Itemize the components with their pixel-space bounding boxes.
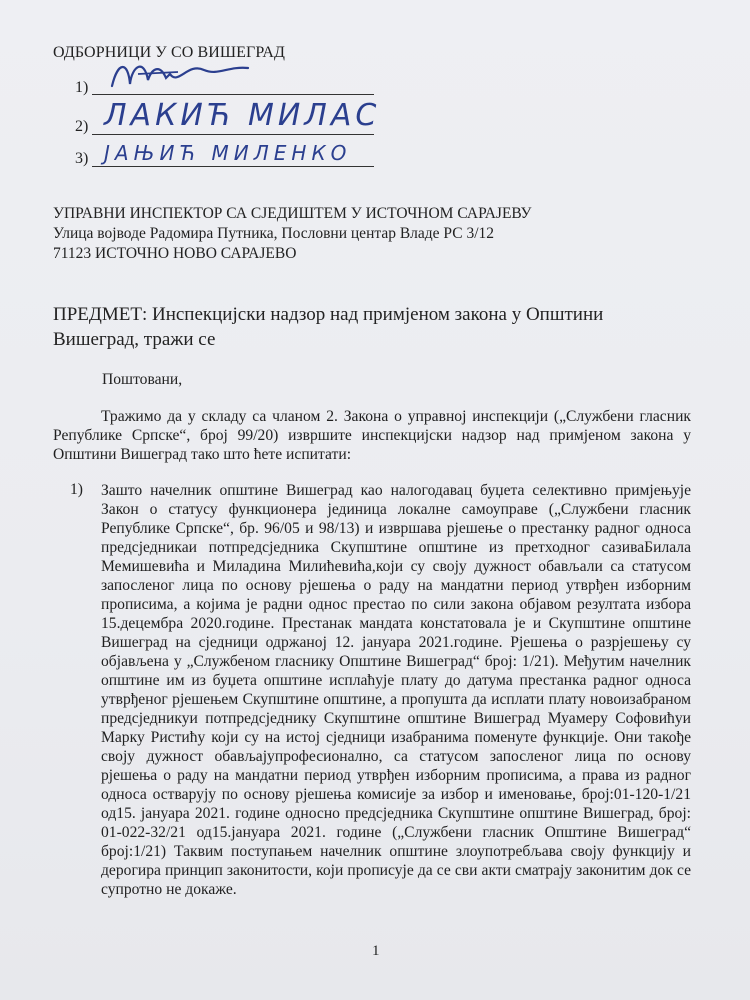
signature-number-3: 3) [75,150,89,167]
intro-paragraph [53,407,691,464]
signature-number-1: 1) [75,79,89,96]
recipient-line-2: Улица војводе Радомира Путника, Пословни центар Владе РС 3/12 [53,225,495,242]
signature-number-2: 2) [75,118,89,135]
greeting: Поштовани, [102,371,183,388]
page-number: 1 [372,943,380,959]
list-item-1 [101,481,691,899]
signature-scribble-1 [108,56,258,101]
list-item-text: Зашто начелник општине Вишеград као налогодавац буџета селективно примјењује Закон о статусу функционера јединица локалне самоуправе („Службени гласник Републике Српске“, бр. 96/05 и 98/13) и извршава рјешење о престанку радног односа предсједникаи потпредсједника Скупштине општине из претходног сазиваБилала Мемишевића и Миладина Милићевића,који су своју дужност обављали са статусом запосленог лица по основу рјешења о раду на мандатни период утврђен изборним прописима, а којима је радни однос престао по сили закона објавом резултата избора 15.децембра 2020.године. Престанак мандата констатовала је и Скупштине општине Вишеград на сједници одржаној 12. јануара 2021.године. Рјешења о разрјешењу су објављена у „Службеном гласнику Општине Вишеград“ број: 1/21). Међутим начелник општине им из буџета општине исплаћује плату до датума престанка радног односа утврђеног рјешењем Скупштине општине, а пропушта да исплати плату новоизабраном предсједникуи потпредсједнику Скупштине општине Вишеград Муамеру Софовићуи Марку Ристићу који су на истој сједници изабранима поменуте функције. Они такође своју дужност обављајупрофесионално, са статусом запосленог лица по основу рјешења о раду на мандатни период утврђен изборним прописима, а права из радног односа остварују по основу рјешења комисије за избор и именовање, број:01-120-1/21 од15. јануара 2021. године односно предсједника Скупштине општине Вишеград, број: 01-022-32/21 од15.јануара 2021. године („Службени гласник Општине Вишеград“ број:1/21) Таквим поступањем начелник општине злоупотребљава своју функцију и дерогира принцип законитости, који прописује да се сви акти сматрају законитим док се супротно не докаже. [101,482,691,898]
subject-line-2: Вишеград, тражи се [53,329,216,350]
signature-handwriting-2: ЛАКИЋ МИЛАС [104,98,381,133]
list-item-number: 1) [70,481,83,498]
signature-line-3 [92,166,374,167]
intro-text: Тражимо да у складу са чланом 2. Закона о управној инспекцији („Службени гласник Републике Српске“, број 99/20) извршите инспекцијски надзор над примјеном закона у Општини Вишеград тако што ћете испитати: [53,408,691,463]
councilors-title: ОДБОРНИЦИ У СО ВИШЕГРАД [53,44,285,61]
subject-line-1: ПРЕДМЕТ: Инспекцијски надзор над примјеном закона у Општини [53,304,604,325]
signature-handwriting-3: ЈАЊИЋ МИЛЕНКО [104,141,352,165]
recipient-line-1: УПРАВНИ ИНСПЕКТОР СА СЈЕДИШТЕМ У ИСТОЧНОМ САРАЈЕВУ [53,205,532,222]
recipient-line-3: 71123 ИСТОЧНО НОВО САРАЈЕВО [53,245,297,262]
signature-line-2 [92,134,374,135]
